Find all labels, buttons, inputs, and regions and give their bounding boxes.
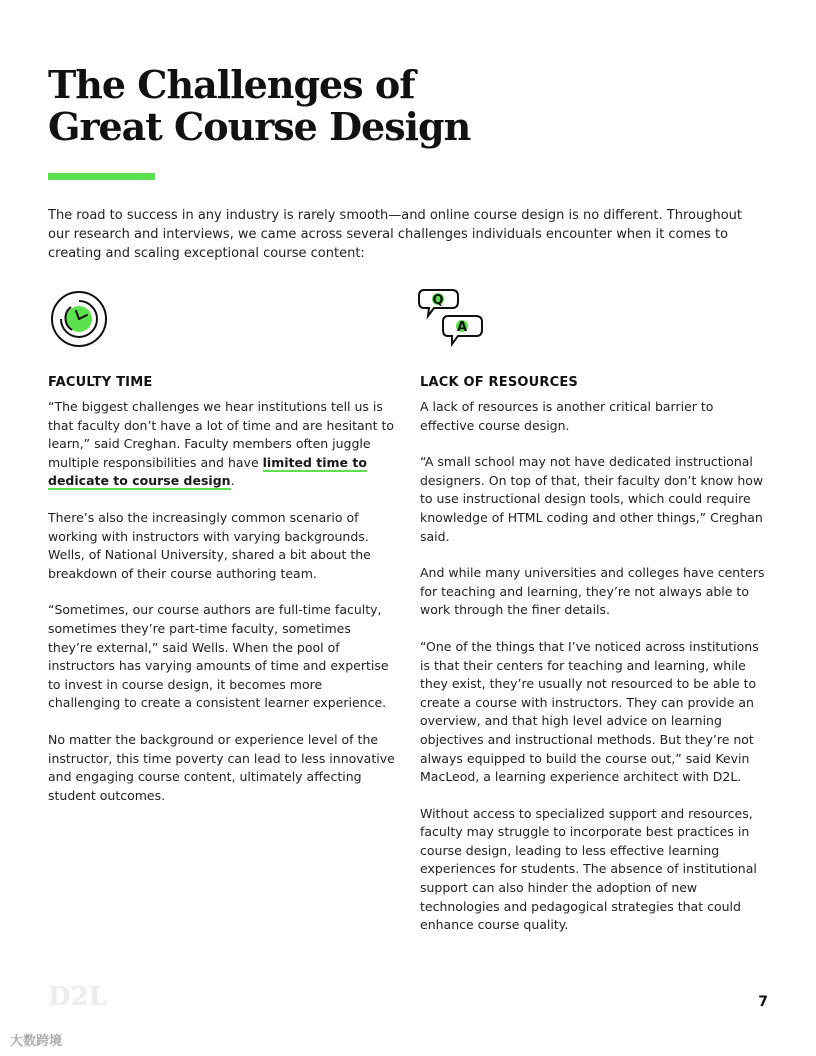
page-title [48,64,470,148]
limited-time-link[interactable]: limited time to dedicate to course design [48,454,367,489]
qa-icon-q-letter: Q [432,293,444,308]
faculty-time-p1-end: . [230,473,235,489]
faculty-time-paragraph-1 [48,398,398,491]
page-title-line-1: The Challenges of [48,62,415,107]
clock-icon [48,289,110,349]
resources-paragraph-5: Without access to specialized support and resources, faculty may struggle to incorporate best practices in course design, leading to less effective learning experiences for students. The absence of institutional support can also hinder the adoption of new technologies and pedagogical strategies that could enhance course quality. [420,805,757,933]
resources-paragraph-3: And while many universities and colleges have centers for teaching and learning, they’re not always able to work through the finer details. [420,565,765,618]
faculty-time-paragraph-3: “Sometimes, our course authors are full-time faculty, sometimes they’re part-time faculty, sometimes they’re external,” said Wells. When the pool of instructors has varying amounts of time and expertise to invest in course design, it becomes more challenging to create a consistent learner experience. [48,602,389,711]
page-number: 7 [758,994,768,1010]
resources-paragraph-1: A lack of resources is another critical barrier to effective course design. [420,399,714,433]
faculty-time-paragraph-2: There’s also the increasingly common scenario of working with instructors with varying backgrounds. Wells, of National University, shared a bit about the breakdown of their course authoring team. [48,509,371,581]
resources-paragraph-2: “A small school may not have dedicated instructional designers. On top of that, their faculty don’t know how to use instructional design tools, which could require knowledge of HTML coding and other things,” Creghan said. [420,454,764,544]
resources-paragraph-4: “One of the things that I’ve noticed across institutions is that their centers for teaching and learning, while they exist, they’re usually not resourced to be able to create a course with instructors. They can provide an overview, and that high level advice on learning objectives and instructional methods. But they’re not always equipped to build the course out,” said Kevin MacLeod, a learning experience architect with D2L. [420,638,759,785]
faculty-time-p1-text: “The biggest challenges we hear institutions tell us is that faculty don’t have a lot of time and are hesitant to learn,” said Creghan. Faculty members often juggle multiple responsibilities and have [48,399,395,470]
faculty-time-section [48,374,398,823]
accent-divider [48,173,155,180]
intro-paragraph: The road to success in any industry is rarely smooth—and online course design is no different. Throughout our research and interviews, we came across several challenges individuals encounter when it comes to creating and scaling exceptional course content: [48,208,742,261]
lack-of-resources-section [420,374,765,953]
watermark: 大数跨境 [10,1034,63,1049]
faculty-time-heading: FACULTY TIME [48,375,153,390]
lack-of-resources-heading: LACK OF RESOURCES [420,375,578,390]
page-title-line-2: Great Course Design [48,104,471,149]
d2l-logo: D2L [48,982,107,1012]
qa-icon-a-letter: A [456,320,468,335]
qa-icon [418,286,484,348]
faculty-time-paragraph-4: No matter the background or experience level of the instructor, this time poverty can lead to less innovative and engaging course content, ultimately affecting student outcomes. [48,731,395,803]
